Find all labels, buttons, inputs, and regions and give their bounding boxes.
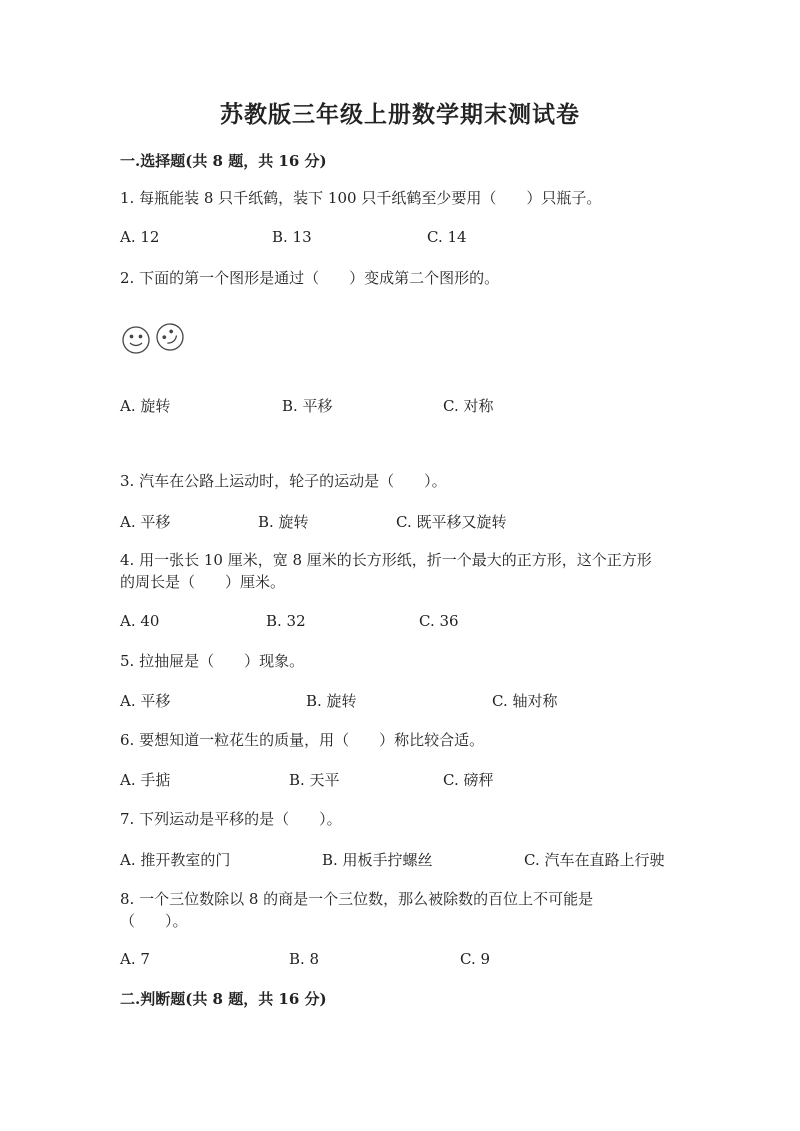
option-3c: C. 既平移又旋转: [396, 513, 507, 531]
option-7c: C. 汽车在直路上行驶: [524, 851, 665, 869]
option-1c: C. 14: [427, 228, 467, 246]
question-1: 1. 每瓶能装 8 只千纸鹤，装下 100 只千纸鹤至少要用（ ）只瓶子。: [120, 189, 602, 207]
question-7: 7. 下列运动是平移的是（ ）。: [120, 810, 342, 828]
question-4: 4. 用一张长 10 厘米，宽 8 厘米的长方形纸，折一个最大的正方形，这个正方形: [120, 551, 652, 569]
option-6c: C. 磅秤: [443, 771, 494, 789]
section-heading-choice: 一.选择题(共 8 题，共 16 分): [120, 152, 327, 170]
option-1a: A. 12: [120, 228, 160, 246]
option-7b: B. 用板手拧螺丝: [322, 851, 433, 869]
question-6: 6. 要想知道一粒花生的质量，用（ ）称比较合适。: [120, 731, 485, 749]
section-heading-judgement: 二.判断题(共 8 题，共 16 分): [120, 990, 327, 1008]
question-3: 3. 汽车在公路上运动时，轮子的运动是（ ）。: [120, 472, 447, 490]
question-8-cont: （ ）。: [120, 912, 188, 930]
option-4a: A. 40: [120, 612, 160, 630]
option-6b: B. 天平: [289, 771, 340, 789]
option-5a: A. 平移: [120, 692, 171, 710]
option-3a: A. 平移: [120, 513, 171, 531]
option-5b: B. 旋转: [306, 692, 357, 710]
option-4b: B. 32: [266, 612, 306, 630]
smiley-faces-figure: [120, 320, 190, 356]
option-2c: C. 对称: [443, 397, 494, 415]
option-8b: B. 8: [289, 950, 320, 968]
option-7a: A. 推开教室的门: [120, 851, 231, 869]
option-1b: B. 13: [272, 228, 312, 246]
smiley-face-icon: [123, 327, 149, 353]
question-4-cont: 的周长是（ ）厘米。: [120, 573, 286, 591]
option-8a: A. 7: [120, 950, 150, 968]
page-title: 苏教版三年级上册数学期末测试卷: [220, 101, 580, 128]
option-2b: B. 平移: [282, 397, 333, 415]
option-4c: C. 36: [419, 612, 459, 630]
option-2a: A. 旋转: [120, 397, 171, 415]
option-5c: C. 轴对称: [492, 692, 558, 710]
question-2: 2. 下面的第一个图形是通过（ ）变成第二个图形的。: [120, 269, 500, 287]
question-8: 8. 一个三位数除以 8 的商是一个三位数，那么被除数的百位上不可能是: [120, 890, 594, 908]
question-5: 5. 拉抽屉是（ ）现象。: [120, 652, 305, 670]
option-3b: B. 旋转: [258, 513, 309, 531]
option-8c: C. 9: [460, 950, 491, 968]
option-6a: A. 手掂: [120, 771, 171, 789]
rotated-smiley-face-icon: [152, 320, 189, 355]
